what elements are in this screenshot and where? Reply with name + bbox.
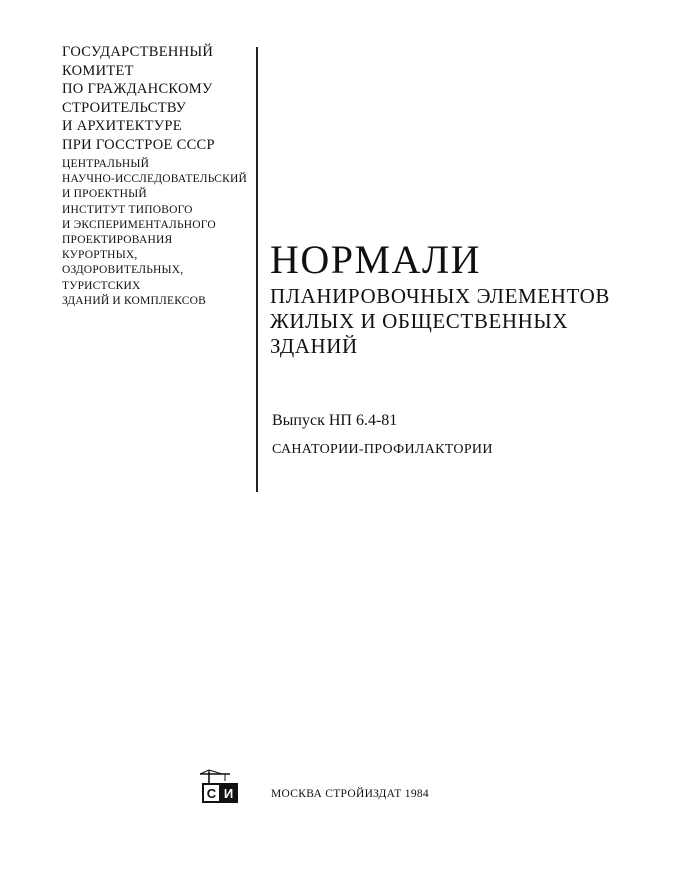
construction-crane-publisher-emblem-icon: [196, 767, 244, 807]
publisher-imprint: МОСКВА СТРОЙИЗДАТ 1984: [271, 788, 429, 800]
institute-line: ТУРИСТСКИХ: [62, 279, 141, 292]
subtitle-line: ЖИЛЫХ И ОБЩЕСТВЕННЫХ: [270, 309, 569, 333]
vertical-divider: [256, 47, 258, 492]
institute-name: [62, 157, 252, 309]
issue-number: Выпуск НП 6.4-81: [272, 412, 398, 429]
svg-text:И: И: [223, 786, 234, 801]
institute-line: НАУЧНО-ИССЛЕДОВАТЕЛЬСКИЙ: [62, 173, 247, 186]
committee-line: КОМИТЕТ: [62, 62, 134, 79]
institute-line: И ПРОЕКТНЫЙ: [62, 188, 147, 201]
institute-line: ЗДАНИЙ И КОМПЛЕКСОВ: [62, 294, 207, 307]
committee-name: [62, 43, 252, 155]
institute-line: И ЭКСПЕРИМЕНТАЛЬНОГО: [62, 218, 216, 231]
institute-line: ИНСТИТУТ ТИПОВОГО: [62, 203, 193, 216]
committee-line: И АРХИТЕКТУРЕ: [62, 118, 182, 135]
committee-line: ГОСУДАРСТВЕННЫЙ: [62, 44, 214, 60]
committee-line: СТРОИТЕЛЬСТВУ: [62, 99, 187, 116]
subtitle-line: ПЛАНИРОВОЧНЫХ ЭЛЕМЕНТОВ: [270, 284, 610, 308]
institute-line: ОЗДОРОВИТЕЛЬНЫХ,: [62, 264, 184, 277]
series-name: САНАТОРИИ-ПРОФИЛАКТОРИИ: [272, 442, 493, 457]
institute-line: ПРОЕКТИРОВАНИЯ: [62, 234, 173, 247]
committee-line: ПРИ ГОССТРОЕ СССР: [62, 136, 215, 153]
institute-line: КУРОРТНЫХ,: [62, 249, 138, 262]
institute-line: ЦЕНТРАЛЬНЫЙ: [62, 158, 150, 170]
subtitle-line: ЗДАНИЙ: [270, 334, 358, 358]
committee-line: ПО ГРАЖДАНСКОМУ: [62, 81, 213, 98]
document-subtitle: [270, 284, 670, 359]
svg-text:С: С: [206, 786, 217, 801]
document-title: НОРМАЛИ: [270, 237, 481, 282]
